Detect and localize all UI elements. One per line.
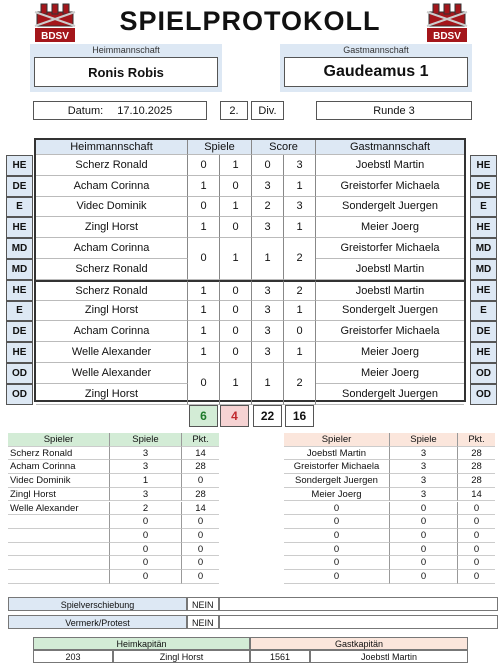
bdsv-logo-left	[33, 2, 77, 44]
home-player-name: Acham Corinna	[36, 176, 188, 197]
protest-label: Vermerk/Protest	[8, 615, 187, 629]
player-row	[8, 447, 219, 461]
player-row	[284, 502, 495, 516]
player-row	[284, 474, 495, 488]
home-player-name: Acham Corinna	[36, 321, 188, 342]
player-name: 0	[284, 570, 390, 584]
guest-player-name: Sondergelt Juergen	[316, 301, 464, 322]
player-points: 28	[458, 447, 495, 461]
player-row	[284, 515, 495, 529]
round-field: Runde 3	[316, 101, 472, 120]
games-guest: 1	[220, 363, 252, 405]
postponement-row	[8, 597, 498, 611]
page-title: SPIELPROTOKOLL	[119, 6, 381, 36]
player-name	[8, 570, 110, 584]
player-row	[284, 556, 495, 570]
player-points: 14	[182, 447, 219, 461]
guest-captain-id: 1561	[250, 650, 310, 663]
games-home: 0	[188, 363, 220, 405]
total-home-score: 22	[253, 405, 282, 427]
total-guest-score: 16	[285, 405, 314, 427]
player-row	[284, 488, 495, 502]
protest-row	[8, 615, 498, 629]
player-row	[8, 460, 219, 474]
guest-player-name: Greistorfer Michaela	[316, 176, 464, 197]
player-points: 0	[458, 515, 495, 529]
player-games: 0	[390, 543, 458, 557]
match-type-left: HE	[6, 280, 33, 301]
player-games: 0	[390, 570, 458, 584]
games-home: 1	[188, 217, 220, 238]
home-player-name: Videc Dominik	[36, 197, 188, 218]
player-row	[8, 570, 219, 584]
score-home: 0	[252, 155, 284, 176]
guest-player-name: Greistorfer Michaela	[316, 238, 464, 259]
player-games: 3	[390, 474, 458, 488]
player-name: Zingl Horst	[8, 488, 110, 502]
match-type-right: HE	[470, 342, 497, 363]
games-guest: 1	[220, 197, 252, 218]
player-name	[8, 556, 110, 570]
division-number: 2.	[220, 101, 248, 120]
player-name: Greistorfer Michaela	[284, 460, 390, 474]
games-guest: 0	[220, 280, 252, 301]
player-points: 0	[182, 556, 219, 570]
score-home: 2	[252, 197, 284, 218]
games-home: 1	[188, 321, 220, 342]
player-name: Welle Alexander	[8, 502, 110, 516]
player-games: 0	[110, 529, 182, 543]
score-home: 3	[252, 321, 284, 342]
match-type-right: DE	[470, 176, 497, 197]
player-name	[8, 543, 110, 557]
player-games: 3	[390, 447, 458, 461]
total-guest-games: 4	[220, 405, 249, 427]
player-points: 0	[458, 529, 495, 543]
player-row	[8, 474, 219, 488]
home-team-box	[30, 44, 222, 92]
match-type-left: OD	[6, 363, 33, 384]
logo-text: BDSV	[433, 31, 461, 42]
guest-captain-name: Joebstl Martin	[310, 650, 468, 663]
score-home: 3	[252, 280, 284, 301]
header-player: Spieler	[8, 433, 110, 447]
header-guest-team: Gastmannschaft	[316, 140, 464, 155]
guest-player-name: Meier Joerg	[316, 342, 464, 363]
score-guest: 0	[284, 321, 316, 342]
player-points: 28	[182, 488, 219, 502]
player-games: 0	[110, 556, 182, 570]
games-home: 0	[188, 197, 220, 218]
header-player: Spieler	[284, 433, 390, 447]
player-name: 0	[284, 556, 390, 570]
match-table-header	[36, 140, 464, 155]
games-home: 0	[188, 238, 220, 280]
captain-header-row	[33, 637, 468, 650]
player-games: 1	[110, 474, 182, 488]
score-home: 1	[252, 363, 284, 405]
guest-player-name: Meier Joerg	[316, 217, 464, 238]
home-player-name: Zingl Horst	[36, 384, 188, 405]
score-guest: 1	[284, 217, 316, 238]
score-guest: 1	[284, 342, 316, 363]
date-label: Datum:	[67, 104, 104, 117]
player-points: 0	[458, 570, 495, 584]
header-games: Spiele	[188, 140, 252, 155]
guest-team-box	[280, 44, 472, 92]
player-row	[284, 529, 495, 543]
player-games: 3	[390, 488, 458, 502]
header-player-games: Spiele	[110, 433, 182, 447]
player-points: 0	[182, 543, 219, 557]
match-type-right: E	[470, 197, 497, 218]
player-row	[8, 515, 219, 529]
home-team-name: Ronis Robis	[34, 57, 218, 87]
match-type-right: OD	[470, 384, 497, 405]
match-table	[34, 138, 466, 402]
total-home-games: 6	[189, 405, 218, 427]
player-name: Sondergelt Juergen	[284, 474, 390, 488]
home-player-name: Zingl Horst	[36, 301, 188, 322]
player-name: 0	[284, 543, 390, 557]
player-name: Acham Corinna	[8, 460, 110, 474]
games-guest: 0	[220, 176, 252, 197]
header-home-team: Heimmannschaft	[36, 140, 188, 155]
score-guest: 2	[284, 238, 316, 280]
match-type-right: OD	[470, 363, 497, 384]
guest-player-header	[284, 433, 495, 447]
home-player-name: Welle Alexander	[36, 363, 188, 384]
date-value: 17.10.2025	[117, 104, 173, 117]
score-guest: 3	[284, 197, 316, 218]
player-points: 0	[182, 474, 219, 488]
player-row	[8, 488, 219, 502]
home-player-name: Scherz Ronald	[36, 280, 188, 301]
player-games: 0	[110, 570, 182, 584]
guest-captain-label: Gastkapitän	[250, 637, 468, 650]
games-home: 1	[188, 176, 220, 197]
match-type-right: HE	[470, 280, 497, 301]
player-points: 14	[458, 488, 495, 502]
games-guest: 0	[220, 321, 252, 342]
games-home: 1	[188, 342, 220, 363]
home-captain-name: Zingl Horst	[113, 650, 250, 663]
player-games: 0	[110, 543, 182, 557]
match-type-right: MD	[470, 238, 497, 259]
home-player-name: Welle Alexander	[36, 342, 188, 363]
player-games: 0	[390, 529, 458, 543]
logo-text: BDSV	[41, 31, 69, 42]
player-row	[284, 447, 495, 461]
home-player-name: Scherz Ronald	[36, 155, 188, 176]
player-row	[284, 460, 495, 474]
home-captain-label: Heimkapitän	[33, 637, 250, 650]
match-type-right: E	[470, 301, 497, 322]
match-type-left: E	[6, 197, 33, 218]
date-field	[33, 101, 207, 120]
games-home: 0	[188, 155, 220, 176]
match-type-right: DE	[470, 321, 497, 342]
postponement-note[interactable]	[219, 597, 498, 611]
player-games: 0	[390, 502, 458, 516]
postponement-value[interactable]: NEIN	[187, 597, 219, 611]
match-type-left: E	[6, 301, 33, 322]
player-points: 0	[458, 556, 495, 570]
games-guest: 1	[220, 238, 252, 280]
protest-note[interactable]	[219, 615, 498, 629]
match-type-right: HE	[470, 155, 497, 176]
games-home: 1	[188, 301, 220, 322]
match-type-left: HE	[6, 155, 33, 176]
player-name: 0	[284, 502, 390, 516]
player-games: 0	[390, 515, 458, 529]
player-games: 0	[110, 515, 182, 529]
match-type-left: MD	[6, 259, 33, 280]
score-home: 3	[252, 176, 284, 197]
score-guest: 1	[284, 176, 316, 197]
player-games: 3	[110, 460, 182, 474]
score-home: 3	[252, 342, 284, 363]
player-points: 14	[182, 502, 219, 516]
score-home: 3	[252, 301, 284, 322]
score-guest: 1	[284, 301, 316, 322]
home-player-name: Zingl Horst	[36, 217, 188, 238]
games-guest: 0	[220, 301, 252, 322]
score-guest: 3	[284, 155, 316, 176]
games-guest: 0	[220, 217, 252, 238]
player-row	[284, 543, 495, 557]
guest-team-name: Gaudeamus 1	[284, 57, 468, 87]
games-guest: 1	[220, 155, 252, 176]
match-type-left: HE	[6, 217, 33, 238]
home-player-name: Scherz Ronald	[36, 259, 188, 280]
guest-player-name: Joebstl Martin	[316, 280, 464, 301]
header-player-points: Pkt.	[458, 433, 495, 447]
guest-team-label: Gastmannschaft	[343, 45, 409, 55]
captain-value-row	[33, 650, 468, 663]
match-type-right: MD	[470, 259, 497, 280]
score-guest: 2	[284, 363, 316, 405]
player-row	[8, 556, 219, 570]
games-guest: 0	[220, 342, 252, 363]
player-name	[8, 515, 110, 529]
header-player-games: Spiele	[390, 433, 458, 447]
player-points: 0	[458, 502, 495, 516]
player-games: 2	[110, 502, 182, 516]
player-name: Scherz Ronald	[8, 447, 110, 461]
player-row	[8, 529, 219, 543]
match-type-left: OD	[6, 384, 33, 405]
player-row	[284, 570, 495, 584]
player-row	[8, 502, 219, 516]
protest-value[interactable]: NEIN	[187, 615, 219, 629]
division-label: Div.	[251, 101, 284, 120]
bdsv-logo-right	[425, 2, 469, 44]
player-name	[8, 529, 110, 543]
player-points: 28	[182, 460, 219, 474]
player-games: 3	[390, 460, 458, 474]
home-player-header	[8, 433, 219, 447]
player-games: 3	[110, 488, 182, 502]
header-score: Score	[252, 140, 316, 155]
home-team-label: Heimmannschaft	[92, 45, 160, 55]
player-name: 0	[284, 515, 390, 529]
home-player-name: Acham Corinna	[36, 238, 188, 259]
games-home: 1	[188, 280, 220, 301]
player-points: 0	[182, 529, 219, 543]
player-games: 3	[110, 447, 182, 461]
player-name: Meier Joerg	[284, 488, 390, 502]
score-home: 3	[252, 217, 284, 238]
player-points: 28	[458, 474, 495, 488]
match-type-left: DE	[6, 321, 33, 342]
player-points: 0	[458, 543, 495, 557]
home-captain-id: 203	[33, 650, 113, 663]
player-name: Joebstl Martin	[284, 447, 390, 461]
guest-player-name: Sondergelt Juergen	[316, 384, 464, 405]
player-row	[8, 543, 219, 557]
guest-player-name: Greistorfer Michaela	[316, 321, 464, 342]
postponement-label: Spielverschiebung	[8, 597, 187, 611]
score-home: 1	[252, 238, 284, 280]
player-name: 0	[284, 529, 390, 543]
guest-player-name: Meier Joerg	[316, 363, 464, 384]
guest-player-name: Joebstl Martin	[316, 259, 464, 280]
guest-player-name: Joebstl Martin	[316, 155, 464, 176]
match-type-left: DE	[6, 176, 33, 197]
match-type-left: MD	[6, 238, 33, 259]
match-type-left: HE	[6, 342, 33, 363]
player-points: 0	[182, 515, 219, 529]
player-points: 28	[458, 460, 495, 474]
match-type-right: HE	[470, 217, 497, 238]
header-player-points: Pkt.	[182, 433, 219, 447]
score-guest: 2	[284, 280, 316, 301]
player-games: 0	[390, 556, 458, 570]
player-points: 0	[182, 570, 219, 584]
player-name: Videc Dominik	[8, 474, 110, 488]
guest-player-name: Sondergelt Juergen	[316, 197, 464, 218]
